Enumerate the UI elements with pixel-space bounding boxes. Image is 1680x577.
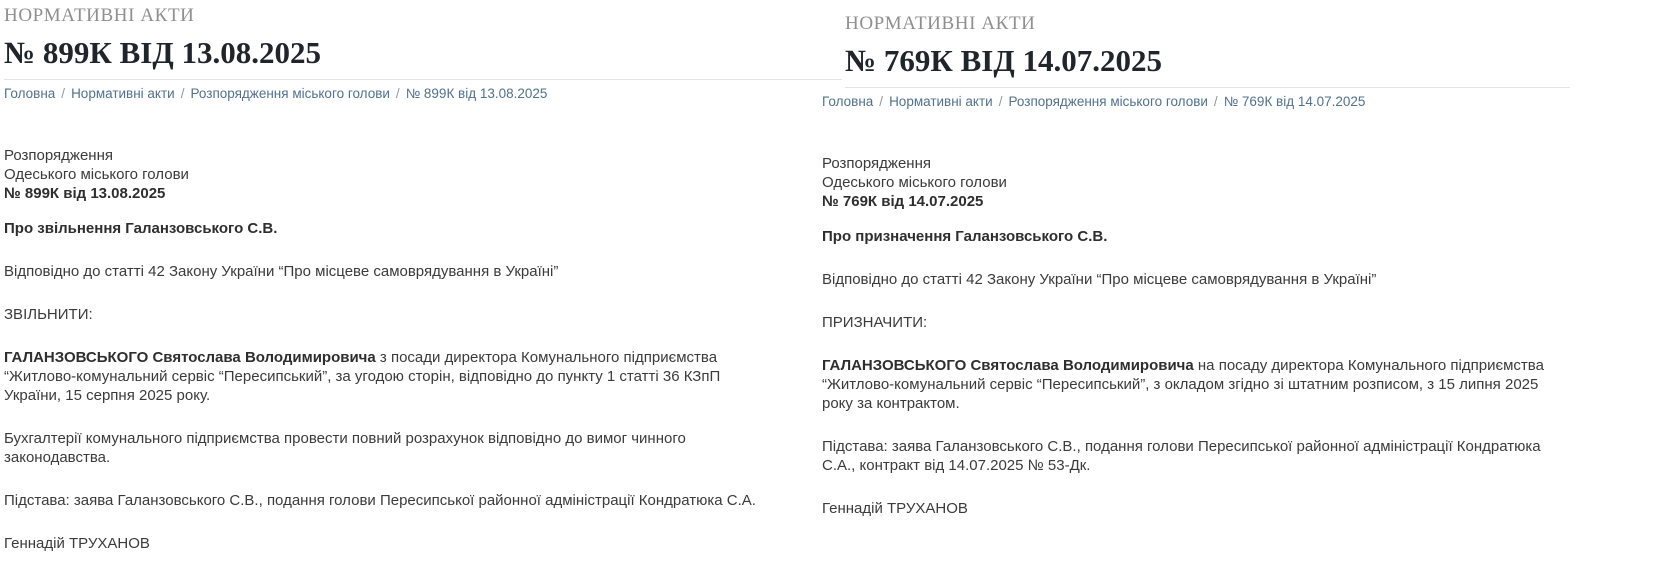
breadcrumb-separator: / bbox=[879, 94, 884, 109]
page-title: № 899К ВІД 13.08.2025 bbox=[4, 35, 321, 70]
doc-order-word: ЗВІЛЬНИТИ: bbox=[4, 306, 93, 323]
breadcrumb-link-mayor-orders[interactable]: Розпорядження міського голови bbox=[1008, 94, 1208, 109]
doc-legal-basis: Відповідно до статті 42 Закону України “Про місцеве самоврядування в Україні” bbox=[822, 271, 1377, 288]
doc-grounds: Підстава: заява Галанзовського С.В., подання голови Пересипської районної адміністрації Кондратюка С.А., контракт від 14.07.2025 № 53-Дк. bbox=[822, 438, 1541, 474]
breadcrumb-link-mayor-orders[interactable]: Розпорядження міського голови bbox=[190, 86, 390, 101]
breadcrumb-link-home[interactable]: Головна bbox=[822, 94, 874, 109]
breadcrumb-current-page: № 769К від 14.07.2025 bbox=[1223, 94, 1366, 109]
doc-number-date: № 769К від 14.07.2025 bbox=[822, 193, 984, 210]
doc-person-name: ГАЛАНЗОВСЬКОГО Святослава Володимировича bbox=[822, 357, 1194, 374]
document-body bbox=[822, 154, 1562, 518]
breadcrumb-link-home[interactable]: Головна bbox=[4, 86, 56, 101]
breadcrumb-separator: / bbox=[1213, 94, 1218, 109]
title-divider bbox=[4, 79, 842, 80]
doc-subject: Про призначення Галанзовського С.В. bbox=[822, 228, 1108, 245]
document-page-899k bbox=[4, 5, 842, 577]
section-label: НОРМАТИВНІ АКТИ bbox=[4, 5, 195, 26]
doc-order-clause bbox=[4, 348, 776, 405]
doc-order-clause-text: на посаду директора Комунального підприємства “Житлово-комунальний сервіс “Пересипський”, з окладом згідно зі штатним розписом, з 15 липня 2025 року за контрактом. bbox=[822, 357, 1544, 412]
document-body bbox=[4, 146, 776, 553]
doc-order-clause bbox=[822, 356, 1562, 413]
title-divider bbox=[845, 87, 1570, 88]
doc-accounting-clause: Бухгалтерії комунального підприємства провести повний розрахунок відповідно до вимог чинного законодавства. bbox=[4, 430, 686, 466]
doc-order-clause-text: з посади директора Комунального підприємства “Житлово-комунальний сервіс “Пересипський”, за угодою сторін, відповідно до пункту 1 статті 36 КЗпП України, 15 серпня 2025 року. bbox=[4, 349, 721, 404]
doc-grounds: Підстава: заява Галанзовського С.В., подання голови Пересипської районної адміністрації Кондратюка С.А. bbox=[4, 492, 756, 509]
breadcrumb-separator: / bbox=[61, 86, 66, 101]
breadcrumb bbox=[822, 93, 1570, 110]
doc-intro-line: Одеського міського голови bbox=[4, 166, 189, 183]
breadcrumb-current-page: № 899К від 13.08.2025 bbox=[405, 86, 548, 101]
breadcrumb-separator: / bbox=[180, 86, 185, 101]
doc-intro-line: Розпорядження bbox=[822, 155, 931, 172]
doc-signature: Геннадій ТРУХАНОВ bbox=[4, 535, 150, 552]
breadcrumb-separator: / bbox=[998, 94, 1003, 109]
breadcrumb-link-normative-acts[interactable]: Нормативні акти bbox=[889, 94, 993, 109]
doc-intro-line: Розпорядження bbox=[4, 147, 113, 164]
doc-signature: Геннадій ТРУХАНОВ bbox=[822, 500, 968, 517]
document-page-769k bbox=[822, 13, 1570, 542]
breadcrumb-separator: / bbox=[395, 86, 400, 101]
breadcrumb-link-normative-acts[interactable]: Нормативні акти bbox=[71, 86, 175, 101]
doc-subject: Про звільнення Галанзовського С.В. bbox=[4, 220, 278, 237]
doc-person-name: ГАЛАНЗОВСЬКОГО Святослава Володимировича bbox=[4, 349, 376, 366]
section-label: НОРМАТИВНІ АКТИ bbox=[845, 13, 1036, 34]
breadcrumb bbox=[4, 85, 842, 102]
doc-intro-line: Одеського міського голови bbox=[822, 174, 1007, 191]
page-title: № 769К ВІД 14.07.2025 bbox=[845, 43, 1162, 78]
doc-legal-basis: Відповідно до статті 42 Закону України “Про місцеве самоврядування в Україні” bbox=[4, 263, 559, 280]
doc-number-date: № 899К від 13.08.2025 bbox=[4, 185, 166, 202]
doc-order-word: ПРИЗНАЧИТИ: bbox=[822, 314, 928, 331]
